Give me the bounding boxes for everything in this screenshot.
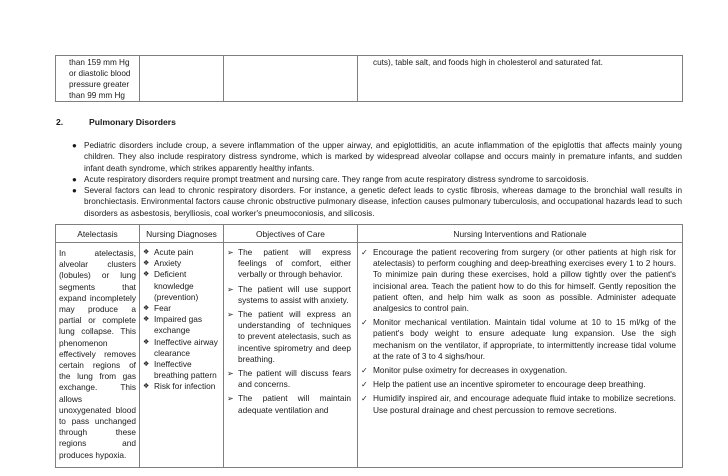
list-item: ✓ Encourage the patient recovering from surgery (or other patients at high risk for atelectasis) to perform coughing and deep-breathing exercises every 1 to 2 hours. To minimize pain during these exercises, hold a pillow tightly over the patient's incisional area. Teach the patient how to do this for himself. Gently reposition the patient often, and help him walk as soon as possible. Administer adequate analgesics to control pain. [361, 247, 676, 314]
arrow-bullet-icon: ➢ [227, 369, 234, 379]
diagnoses-cell [140, 243, 224, 468]
list-item: ❖ Impaired gas exchange [143, 314, 202, 336]
interventions-cell [358, 243, 683, 468]
interventions-list [358, 243, 682, 416]
list-item: ● Acute respiratory disorders require prompt treatment and nursing care. They range from acute respiratory distress syndrome to sarcoidosis. [72, 174, 589, 184]
objectives-cell [224, 243, 358, 468]
diamond-bullet-icon: ❖ [143, 316, 150, 324]
atelectasis-description: In atelectasis, alveolar clusters (lobules) or lung segments that expand incompletely may produce a partial or complete lung collapse. This phenomenon effectively removes certain regions of the lung from gas exchange. This allows unoxygenated blood to pass unchanged through these regions and produces hypoxia. [59, 248, 136, 460]
bp-criteria-cell: than 159 mm Hg or diastolic blood pressure greater than 99 mm Hg [56, 56, 140, 102]
list-item: ❖ Anxiety [143, 258, 182, 269]
header-interventions: Nursing Interventions and Rationale [358, 225, 683, 243]
section-title: Pulmonary Disorders [89, 117, 176, 127]
list-item: ❖ Ineffective breathing pattern [143, 359, 217, 381]
bullet-icon: ● [72, 141, 77, 150]
checkmark-bullet-icon: ✓ [361, 394, 368, 404]
table-header-row [56, 225, 683, 243]
checkmark-bullet-icon: ✓ [361, 248, 368, 257]
diagnoses-list [140, 243, 223, 393]
section-heading [56, 117, 176, 127]
list-item: ➢ The patient will use support systems to assist with anxiety. [227, 283, 351, 305]
diamond-bullet-icon: ❖ [143, 260, 150, 268]
list-item: ❖ Risk for infection [143, 381, 216, 392]
section-number: 2. [56, 117, 64, 127]
list-item: ✓ Humidify inspired air, and encourage adequate fluid intake to mobilize secretions. Use postural drainage and chest percussion to remove secretions. [361, 393, 676, 415]
header-objectives: Objectives of Care [224, 225, 358, 243]
bullet-icon: ● [72, 174, 77, 184]
list-item: ❖ Deficient knowledge (prevention) [143, 269, 199, 302]
arrow-bullet-icon: ➢ [227, 310, 234, 320]
atelectasis-description-cell [56, 243, 140, 468]
checkmark-bullet-icon: ✓ [361, 380, 368, 390]
list-item: ❖ Ineffective airway clearance [143, 336, 218, 358]
arrow-bullet-icon: ➢ [227, 284, 234, 294]
list-item: ❖ Acute pain [143, 247, 194, 257]
list-item: ● Pediatric disorders include croup, a severe inflammation of the upper airway, and epiglottiditis, an acute inflammation of the epiglottis that affects mainly young children. They also include respiratory distress syndrome, which is marked by widespread alveolar collapse and occurs mainly in premature infants, and sudden infant death syndrome, which strikes apparently healthy infants. [72, 141, 682, 173]
diamond-bullet-icon: ❖ [143, 249, 150, 256]
empty-cell [224, 56, 358, 102]
header-atelectasis: Atelectasis [56, 225, 140, 243]
list-item: ➢ The patient will express feelings of comfort, either verbally or through behavior. [227, 247, 351, 280]
diamond-bullet-icon: ❖ [143, 383, 150, 391]
diamond-bullet-icon: ❖ [143, 338, 150, 346]
table-row [56, 243, 683, 468]
objectives-list [224, 243, 357, 416]
hypertension-table-continuation [55, 55, 683, 102]
arrow-bullet-icon: ➢ [227, 394, 234, 404]
header-nursing-diagnoses: Nursing Diagnoses [140, 225, 224, 243]
list-item: ❖ Fear [143, 303, 172, 314]
table-row [56, 56, 683, 102]
list-item: ➢ The patient will maintain adequate ventilation and [227, 393, 351, 415]
checkmark-bullet-icon: ✓ [361, 366, 368, 376]
diet-intervention-cell: cuts), table salt, and foods high in cholesterol and saturated fat. [358, 56, 683, 102]
checkmark-bullet-icon: ✓ [361, 318, 368, 328]
diamond-bullet-icon: ❖ [143, 271, 150, 279]
atelectasis-care-table [55, 224, 683, 468]
list-item: ● Several factors can lead to chronic respiratory disorders. For instance, a genetic defect leads to cystic fibrosis, whereas damage to the bronchial wall results in bronchiectasis. Environmental factors cause chronic obstructive pulmonary disease, infection causes pulmonary tuberculosis, and occupational hazards lead to such disorders as asbestosis, berylliosis, coal worker's pneumoconiosis, and silicosis. [72, 186, 682, 218]
arrow-bullet-icon: ➢ [227, 248, 234, 257]
list-item: ✓ Help the patient use an incentive spirometer to encourage deep breathing. [361, 379, 646, 390]
list-item: ➢ The patient will discuss fears and concerns. [227, 368, 351, 390]
bullet-icon: ● [72, 186, 77, 196]
diamond-bullet-icon: ❖ [143, 361, 150, 369]
section-bullet-list [72, 140, 682, 219]
list-item: ➢ The patient will express an understanding of techniques to prevent atelectasis, such as incentive spirometry and deep breathing. [227, 309, 351, 364]
diamond-bullet-icon: ❖ [143, 305, 150, 313]
list-item: ✓ Monitor pulse oximetry for decreases in oxygenation. [361, 365, 568, 376]
list-item: ✓ Monitor mechanical ventilation. Maintain tidal volume at 10 to 15 ml/kg of the patient's body weight to ensure adequate lung expansion. Use the sigh mechanism on the ventilator, if appropriate, to intermittently increase tidal volume at the rate of 3 to 4 sighs/hour. [361, 317, 676, 361]
empty-cell [140, 56, 224, 102]
